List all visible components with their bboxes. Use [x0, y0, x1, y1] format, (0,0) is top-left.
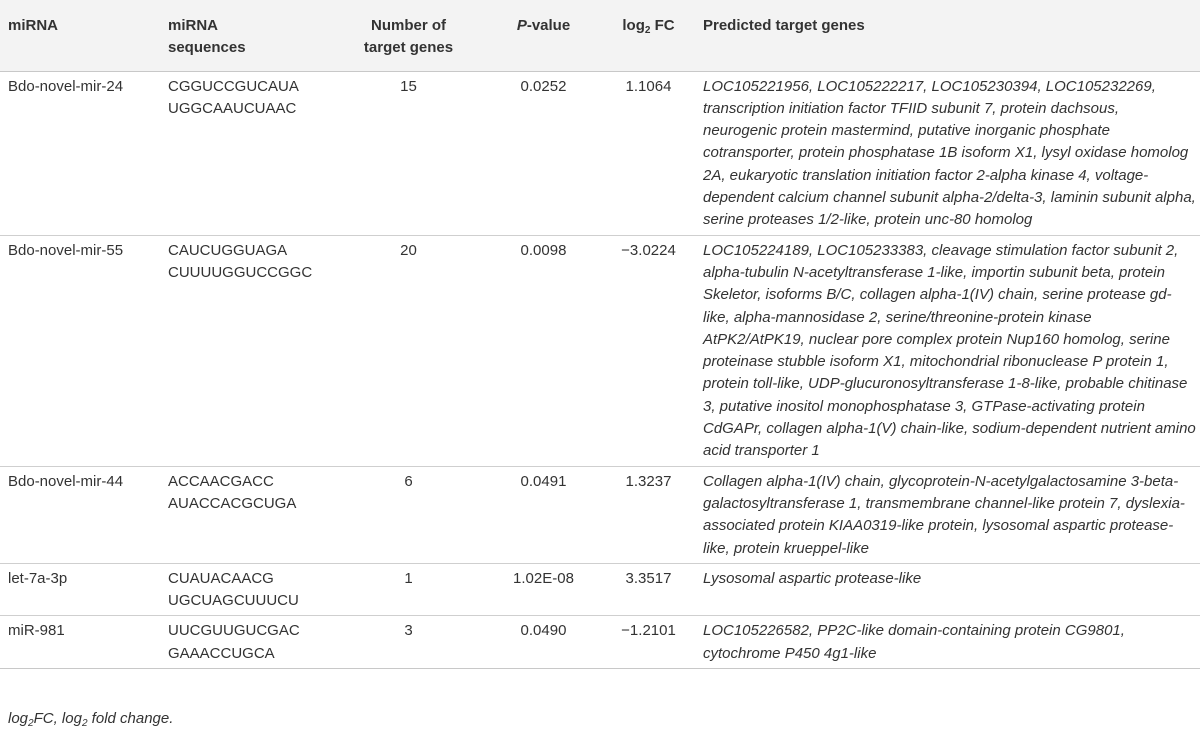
header-mirna: miRNA: [8, 17, 59, 34]
sequence-line2: AUACCACGCUGA: [168, 494, 297, 512]
header-log-sub: 2: [644, 25, 651, 36]
sequence-line1: CAUCUGGUAGA: [168, 241, 288, 259]
header-number-line1: Number of: [371, 17, 446, 34]
header-log-prefix: log: [622, 17, 645, 34]
cell-mirna: let-7a-3p: [8, 569, 68, 587]
header-pvalue-rest: -value: [526, 17, 571, 34]
header-pvalue: [485, 0, 600, 71]
sequence-line2: UGCUAGCUUUCU: [168, 592, 299, 610]
header-pvalue-italic: P: [516, 17, 527, 34]
cell-mirna: Bdo-novel-mir-44: [8, 472, 124, 490]
sequence-line1: ACCAACGACC: [168, 472, 274, 490]
footnote-sub2: 2: [81, 718, 88, 729]
cell-mirna: Bdo-novel-mir-55: [8, 241, 124, 259]
table-row: [0, 466, 1200, 563]
footnote-part2: FC, log: [33, 710, 82, 727]
table-footnote: [8, 710, 173, 727]
sequence-line2: CUUUUGGUCCGGC: [168, 263, 313, 281]
cell-log2fc: 1.3237: [625, 472, 672, 490]
sequence-line2: GAAACCUGCA: [168, 644, 275, 662]
table-row: [0, 563, 1200, 616]
table-body: [0, 71, 1200, 668]
cell-number: 15: [400, 77, 417, 95]
cell-predicted-genes: LOC105224189, LOC105233383, cleavage stimulation factor subunit 2, alpha-tubulin N-acetyltransferase 1-like, importin subunit beta, protein Skeletor, isoforms B/C, collagen alpha-1(IV) chain, serine protease gd-like, alpha-mannosidase 2, serine/threonine-protein kinase AtPK2/AtPK19, nuclear pore complex protein Nup160 homolog, serine proteinase stubble isoform X1, mitochondrial ribonuclease P protein 1, protein toll-like, UDP-glucuronosyltransferase 1-8-like, probable chitinase 3, putative inositol monophosphatase 3, GTPase-activating protein CdGAPr, collagen alpha-1(V) chain-like, sodium-dependent nutrient amino acid transporter 1: [703, 241, 1196, 460]
cell-pvalue: 0.0252: [520, 77, 567, 95]
header-row: [0, 0, 1200, 71]
footnote-part1: log: [8, 710, 29, 727]
cell-pvalue: 0.0098: [520, 241, 567, 259]
cell-log2fc: 1.1064: [625, 77, 672, 95]
cell-sequence: [160, 235, 330, 466]
footnote-part3: fold change.: [87, 710, 174, 727]
header-sequences-line2: sequences: [168, 39, 246, 57]
header-number-line2: target genes: [363, 39, 454, 57]
cell-log2fc: 3.3517: [625, 569, 672, 587]
cell-pvalue: 0.0490: [520, 622, 567, 640]
sequence-line1: UUCGUUGUCGAC: [168, 622, 300, 640]
header-log2fc: [600, 0, 695, 71]
table-row: [0, 616, 1200, 669]
header-log-suffix: FC: [650, 17, 675, 34]
header-sequences-line1: miRNA: [168, 17, 219, 34]
header-predicted-genes: Predicted target genes: [703, 17, 865, 34]
cell-log2fc: −3.0224: [621, 241, 676, 259]
cell-mirna: Bdo-novel-mir-24: [8, 77, 124, 95]
cell-mirna: miR-981: [8, 622, 65, 640]
cell-predicted-genes: LOC105226582, PP2C-like domain-containing protein CG9801, cytochrome P450 4g1-like: [703, 622, 1125, 662]
sequence-line2: UGGCAAUCUAAC: [168, 99, 297, 117]
footnote-sub1: 2: [28, 718, 34, 729]
table-row: [0, 235, 1200, 466]
cell-number: 3: [404, 622, 413, 640]
cell-sequence: [160, 616, 330, 669]
header-number-target-genes: [330, 0, 485, 71]
cell-number: 6: [404, 472, 413, 490]
cell-sequence: [160, 71, 330, 235]
table-row: [0, 71, 1200, 235]
cell-number: 1: [404, 569, 413, 587]
cell-log2fc: −1.2101: [621, 622, 676, 640]
cell-predicted-genes: Lysosomal aspartic protease-like: [703, 569, 922, 587]
cell-predicted-genes: Collagen alpha-1(IV) chain, glycoprotein-N-acetylgalactosamine 3-beta-galactosyltransferase 1, transmembrane channel-like protein 7, dyslexia-associated protein KIAA0319-like protein, lysosomal aspartic protease-like, protein krueppel-like: [703, 472, 1185, 557]
sequence-line1: CGGUCCGUCAUA: [168, 77, 299, 95]
cell-predicted-genes: LOC105221956, LOC105222217, LOC105230394, LOC105232269, transcription initiation factor TFIID subunit 7, protein dachsous, neurogenic protein mastermind, putative inorganic phosphate cotransporter, protein phosphatase 1B isoform X1, lysyl oxidase homolog 2A, eukaryotic translation initiation factor 2-alpha kinase 4, voltage-dependent calcium channel subunit alpha-2/delta-3, laminin subunit alpha, serine proteases 1/2-like, protein unc-80 homolog: [703, 77, 1196, 229]
sequence-line1: CUAUACAACG: [168, 569, 274, 587]
cell-number: 20: [400, 241, 417, 259]
cell-pvalue: 0.0491: [520, 472, 567, 490]
header-sequences: [160, 0, 330, 71]
cell-sequence: [160, 563, 330, 616]
table-header: [0, 0, 1200, 71]
cell-sequence: [160, 466, 330, 563]
cell-pvalue: 1.02E-08: [513, 569, 574, 587]
